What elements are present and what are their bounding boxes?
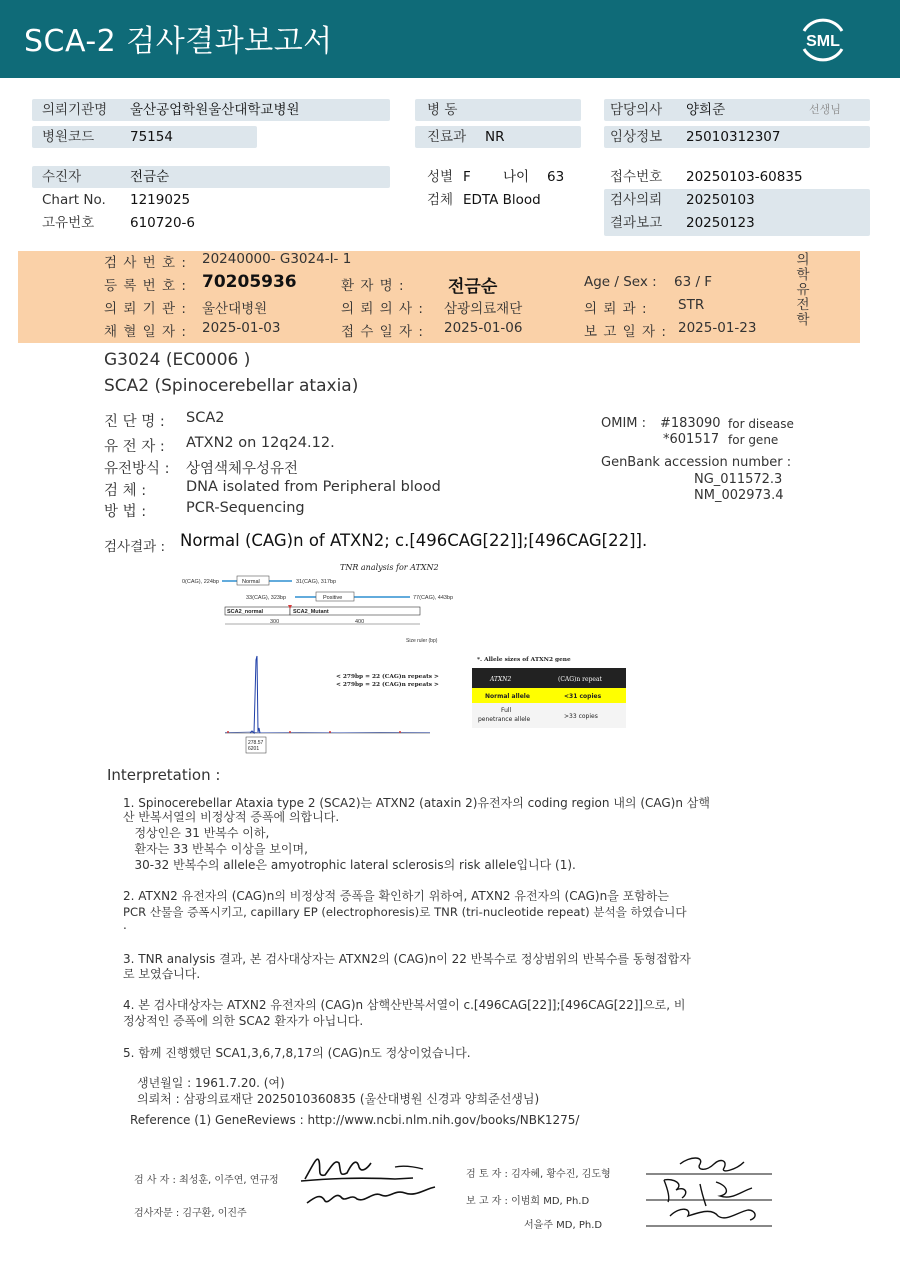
department-field — [415, 126, 581, 148]
interp-line: 1. Spinocerebellar Ataxia type 2 (SCA2)는 ATXN2 (ataxin 2)유전자의 coding region 내의 (CAG)n 삼핵 — [123, 796, 710, 810]
normal-left-label: 0(CAG), 224bp — [182, 579, 219, 585]
band-patient: 전금순 — [448, 277, 498, 297]
ward-label: 병 동 — [427, 102, 458, 118]
method-value: PCR-Sequencing — [186, 500, 305, 516]
interp-line: PCR 산물을 증폭시키고, capillary EP (electrophoresis)로 TNR (tri-nucleotide repeat) 분석을 하였습니다 — [123, 905, 687, 919]
clinical-info-value: 25010312307 — [686, 129, 781, 145]
band-collect: 2025-01-03 — [202, 320, 281, 336]
genbank-1: NG_011572.3 — [694, 472, 783, 487]
chart-no-label: Chart No. — [42, 192, 106, 208]
test-request-field — [604, 189, 870, 236]
test-name: SCA2 (Spinocerebellar ataxia) — [104, 376, 359, 396]
band-age-sex-label: Age / Sex : — [584, 274, 657, 290]
allele-head-1: ATXN2 — [490, 676, 512, 683]
band-test-no: 20240000- G3024-I- 1 — [202, 251, 352, 267]
patient-value: 전금순 — [130, 169, 170, 185]
band-report-label: 보 고 일 자 : — [584, 324, 667, 340]
peak-label-2: 6201 — [248, 746, 260, 752]
ward-field — [415, 99, 581, 121]
reference-line: Reference (1) GeneReviews : http://www.ncbi.nlm.nih.gov/books/NBK1275/ — [130, 1113, 580, 1127]
method-label: 방 법 : — [104, 504, 147, 520]
result-value: Normal (CAG)n of ATXN2; c.[496CAG[22]];[496CAG[22]]. — [180, 531, 648, 550]
receipt-no-label: 접수번호 — [610, 169, 663, 185]
allele-row2-val: >33 copies — [564, 713, 598, 720]
result-report-label: 결과보고 — [610, 215, 663, 231]
result-label: 검사결과 : — [104, 539, 166, 555]
band-vertical-dept: 의학유전학 — [796, 252, 810, 328]
omim-disease-note: for disease — [728, 417, 794, 431]
ruler-caption: Size ruler (bp) — [406, 638, 438, 644]
test-request-label: 검사의뢰 — [610, 192, 663, 208]
test-code: G3024 (EC0006 ) — [104, 350, 251, 370]
reporter-label: 보 고 자 : 이범희 MD, Ph.D — [466, 1196, 590, 1207]
receipt-no-field — [604, 166, 870, 188]
chart-no-value: 1219025 — [130, 192, 191, 208]
peak-label-1: 278.57 — [248, 740, 264, 746]
result-report-value: 20250123 — [686, 215, 755, 231]
interp-line: 5. 함께 진행했던 SCA1,3,6,7,8,17의 (CAG)n도 정상이었습니다. — [123, 1046, 471, 1060]
advisor-label: 검사자문 : 김구환, 이진주 — [134, 1208, 247, 1219]
doctor-field — [604, 99, 870, 121]
tester-signature — [295, 1145, 455, 1215]
interp-line: 3. TNR analysis 결과, 본 검사대상자는 ATXN2의 (CAG)n이 22 반복수로 정상범위의 반복수를 동형접합자 — [123, 952, 691, 966]
specimen-value: EDTA Blood — [463, 192, 541, 208]
department-label: 진료과 — [427, 129, 467, 145]
band-reg-no: 70205936 — [202, 272, 297, 292]
allele-row2-name-2: penetrance allele — [478, 716, 531, 723]
positive-left-label: 33(CAG), 323bp — [246, 595, 287, 601]
report-title: SCA-2 검사결과보고서 — [24, 24, 333, 59]
allele-table-title: *. Allele sizes of ATXN2 gene — [477, 657, 571, 663]
hospital-code-field — [32, 126, 257, 148]
tnr-figure — [180, 560, 640, 760]
interp-line: 30-32 반복수의 allele은 amyotrophic lateral sclerosis의 risk allele입니다 (1). — [123, 858, 576, 872]
band-receive-label: 접 수 일 자 : — [341, 324, 424, 340]
band-dept-label: 의 뢰 과 : — [584, 301, 648, 317]
interp-line: 산 반복서열의 비정상적 증폭에 의합니다. — [123, 810, 340, 824]
interp-line: 4. 본 검사대상자는 ATXN2 유전자의 (CAG)n 삼핵산반복서열이 c.[496CAG[22]];[496CAG[22]]으로, 비 — [123, 998, 686, 1012]
patient-label: 수진자 — [42, 169, 82, 185]
band-collect-label: 채 혈 일 자 : — [104, 324, 187, 340]
interpretation-title: Interpretation : — [107, 766, 221, 784]
reporter-2-label: 서을주 MD, Ph.D — [524, 1220, 603, 1231]
requesting-institution-field — [32, 99, 390, 121]
omim-label: OMIM : — [601, 416, 647, 431]
band-patient-label: 환 자 명 : — [341, 278, 405, 294]
bar-normal-label: SCA2_normal — [227, 609, 264, 615]
specimen-method-value: DNA isolated from Peripheral blood — [186, 479, 441, 495]
band-report: 2025-01-23 — [678, 320, 757, 336]
omim-disease: #183090 — [660, 416, 721, 431]
allele-row2-name-1: Full — [501, 707, 512, 714]
genbank-2: NM_002973.4 — [694, 488, 784, 503]
age-label: 나이 — [503, 169, 530, 185]
inheritance-value: 상염색체우성유전 — [186, 461, 299, 477]
sex-age-field — [415, 166, 581, 188]
unique-no-field — [32, 212, 390, 234]
tnr-title: TNR analysis for ATXN2 — [340, 563, 439, 572]
normal-range-label: Normal — [242, 579, 260, 585]
receipt-no-value: 20250103-60835 — [686, 169, 803, 185]
inheritance-label: 유전방식 : — [104, 461, 170, 477]
unique-no-label: 고유번호 — [42, 215, 95, 231]
allele-head-2: (CAG)n repeat — [558, 676, 602, 683]
doctor-label: 담당의사 — [610, 102, 663, 118]
requesting-institution-label: 의뢰기관명 — [42, 102, 108, 118]
requesting-institution-value: 울산공업학원울산대학교병원 — [130, 102, 300, 118]
band-dept: STR — [678, 297, 705, 313]
gene-label: 유 전 자 : — [104, 439, 165, 455]
positive-right-label: 77(CAG), 443bp — [413, 595, 454, 601]
interp-line: . — [123, 918, 127, 932]
trace-marker — [227, 731, 229, 733]
department-value: NR — [485, 129, 505, 145]
hospital-code-label: 병원코드 — [42, 129, 95, 145]
bar-mutant-label: SCA2_Mutant — [293, 609, 329, 615]
interp-line: 정상적인 증폭에 의한 SCA2 환자가 아닙니다. — [123, 1014, 364, 1028]
band-test-no-label: 검 사 번 호 : — [104, 255, 187, 271]
report-header — [0, 0, 900, 78]
lab-info-band — [18, 251, 860, 343]
band-age-sex: 63 / F — [674, 274, 713, 290]
clinical-info-label: 임상정보 — [610, 129, 663, 145]
sex-value: F — [463, 169, 471, 185]
specimen-field — [415, 189, 581, 211]
repeat-line-2: < 279bp = 22 (CAG)n repeats > — [336, 682, 439, 688]
band-inst: 울산대병원 — [202, 301, 268, 317]
band-req-doc: 삼광의료재단 — [444, 301, 523, 317]
interp-line: 환자는 33 반복수 이상을 보이며, — [123, 842, 308, 856]
doctor-value: 양희준 — [686, 102, 726, 118]
clinical-info-field — [604, 126, 870, 148]
age-value: 63 — [547, 169, 565, 185]
specimen-label: 검체 — [427, 192, 454, 208]
reviewer-signature — [640, 1150, 780, 1230]
gene-value: ATXN2 on 12q24.12. — [186, 435, 335, 451]
test-request-value: 20250103 — [686, 192, 755, 208]
sml-logo — [796, 13, 850, 67]
logo-text: SML — [806, 33, 840, 50]
trace-marker — [399, 731, 401, 733]
interp-line: 정상인은 31 반복수 이하, — [123, 826, 270, 840]
unique-no-value: 610720-6 — [130, 215, 195, 231]
interp-line: 2. ATXN2 유전자의 (CAG)n의 비정상적 증폭을 확인하기 위하여, ATXN2 유전자의 (CAG)n을 포함하는 — [123, 889, 669, 903]
referrer-line: 의뢰처 : 삼광의료재단 2025010360835 (울산대병원 신경과 양희준선생님) — [137, 1092, 540, 1106]
trace-marker — [329, 731, 331, 733]
omim-gene-note: for gene — [728, 433, 779, 447]
omim-gene: *601517 — [663, 432, 720, 447]
reviewer-label: 검 토 자 : 김자혜, 황수진, 김도형 — [466, 1169, 611, 1180]
chart-no-field — [32, 189, 390, 211]
interp-line: 로 보였습니다. — [123, 967, 201, 981]
band-inst-label: 의 뢰 기 관 : — [104, 301, 187, 317]
diagnosis-value: SCA2 — [186, 410, 225, 426]
tester-label: 검 사 자 : 최성훈, 이주연, 연규정 — [134, 1175, 279, 1186]
normal-right-label: 31(CAG), 317bp — [296, 579, 337, 585]
trace-peak — [250, 656, 260, 733]
doctor-suffix: 선생님 — [809, 103, 841, 116]
allele-row1-name: Normal allele — [485, 693, 530, 700]
repeat-line-1: < 279bp = 22 (CAG)n repeats > — [336, 674, 439, 680]
trace-marker — [289, 731, 291, 733]
positive-range-label: Positive — [323, 595, 343, 601]
birth-date-line: 생년월일 : 1961.7.20. (여) — [137, 1076, 285, 1090]
hospital-code-value: 75154 — [130, 129, 173, 145]
band-reg-no-label: 등 록 번 호 : — [104, 278, 187, 294]
sex-label: 성별 — [427, 169, 454, 185]
patient-field — [32, 166, 390, 188]
ruler-tick-400: 400 — [355, 619, 365, 625]
ruler-tick-300: 300 — [270, 619, 280, 625]
specimen-method-label: 검 체 : — [104, 483, 147, 499]
allele-row1-val: <31 copies — [564, 693, 602, 700]
band-receive: 2025-01-06 — [444, 320, 523, 336]
diagnosis-label: 진 단 명 : — [104, 414, 165, 430]
genbank-label: GenBank accession number : — [601, 455, 792, 470]
band-req-doc-label: 의 뢰 의 사 : — [341, 301, 424, 317]
